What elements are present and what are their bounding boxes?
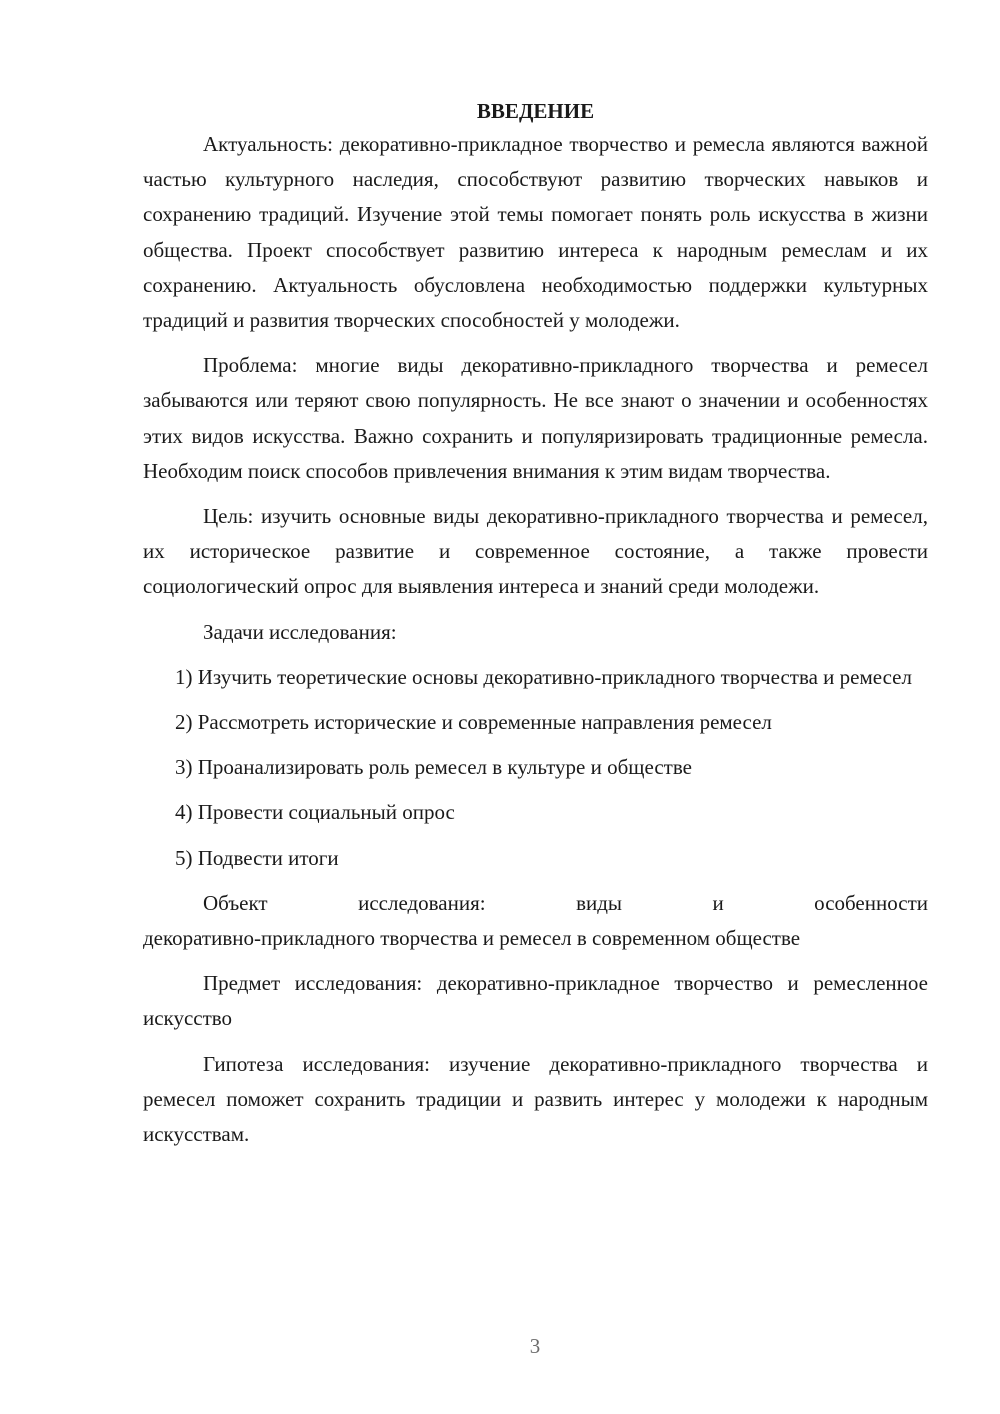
object-rest: декоративно-прикладного творчества и ремесел в современном обществе [143, 926, 801, 951]
tasks-title: Задачи исследования: [203, 619, 397, 644]
object-paragraph [143, 886, 928, 956]
object-first-line [143, 886, 928, 921]
task-item-1: 1) Изучить теоретические основы декоративно-прикладного творчества и ремесел [175, 664, 912, 689]
document-page [143, 95, 928, 1152]
goal-paragraph: Цель: изучить основные виды декоративно-прикладного творчества и ремесел, их историческое развитие и современное состояние, а также провести социологический опрос для выявления интереса и знаний среди молодежи. [143, 504, 928, 599]
task-item-3: 3) Проанализировать роль ремесел в культуре и обществе [175, 755, 692, 780]
page-number: 3 [529, 1334, 541, 1358]
problem-paragraph: Проблема: многие виды декоративно-прикладного творчества и ремесел забываются или теряют свою популярность. Не все знают о значении и особенностях этих видов искусства. Важно сохранить и популяризировать традиционные ремесла. Необходим поиск способов привлечения внимания к этим видам творчества. [143, 353, 928, 483]
object-word: Объект [203, 890, 268, 915]
task-item-2: 2) Рассмотреть исторические и современные направления ремесел [175, 710, 772, 735]
object-word: и [712, 890, 724, 915]
task-item-4: 4) Провести социальный опрос [175, 800, 455, 825]
subject-paragraph: Предмет исследования: декоративно-прикладное творчество и ремесленное искусство [143, 971, 928, 1031]
object-word: исследования: [358, 890, 486, 915]
hypothesis-paragraph: Гипотеза исследования: изучение декоративно-прикладного творчества и ремесел поможет сохранить традиции и развить интерес у молодежи к народным искусствам. [143, 1051, 928, 1147]
object-word: виды [576, 890, 623, 915]
section-heading: ВВЕДЕНИЕ [476, 99, 595, 123]
relevance-paragraph: Актуальность: декоративно-прикладное творчество и ремесла являются важной частью культурного наследия, способствуют развитию творческих навыков и сохранению традиций. Изучение этой темы помогает понять роль искусства в жизни общества. Проект способствует развитию интереса к народным ремеслам и их сохранению. Актуальность обусловлена необходимостью поддержки культурных традиций и развития творческих способностей у молодежи. [143, 132, 928, 333]
object-word: особенности [814, 890, 928, 915]
task-item-5: 5) Подвести итоги [175, 845, 339, 870]
